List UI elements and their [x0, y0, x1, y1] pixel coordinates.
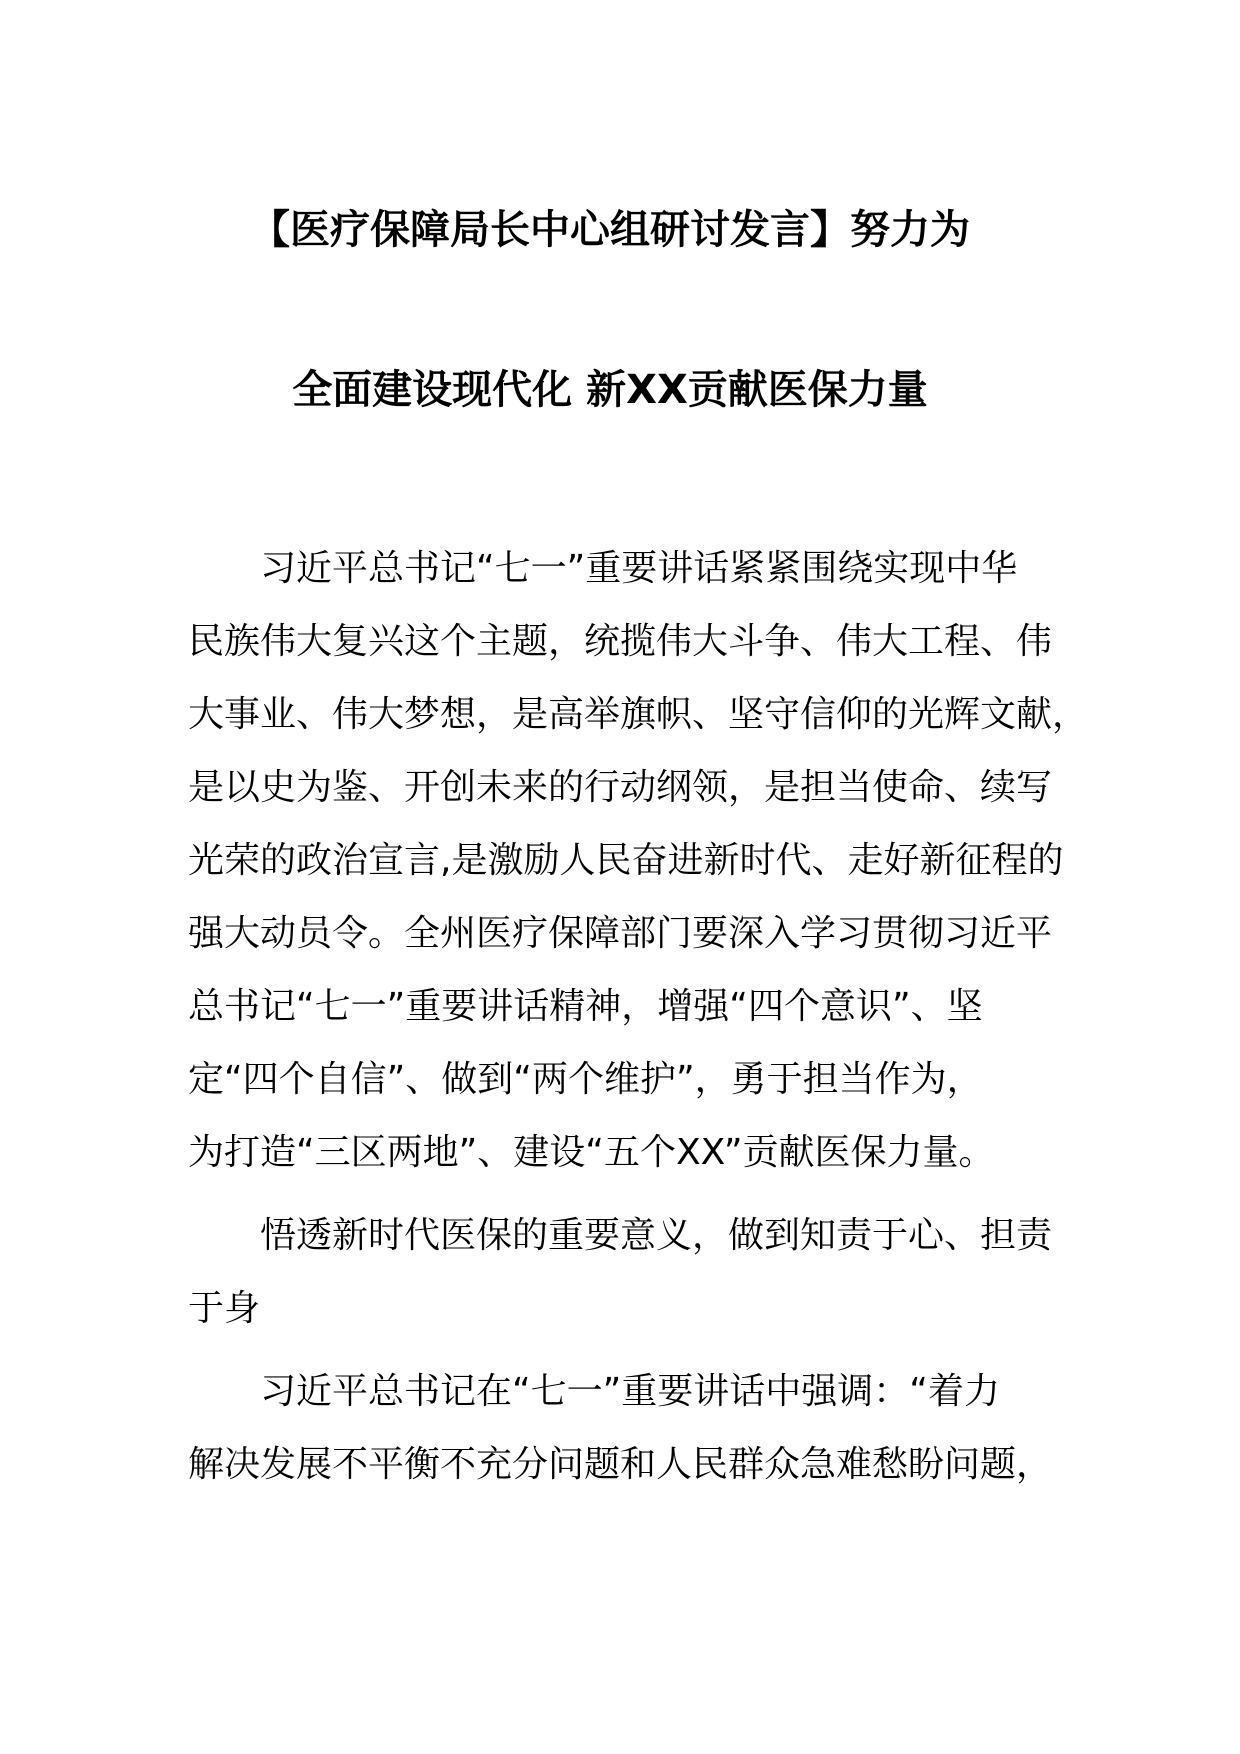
- paragraph-line: 是以史为鉴、开创未来的行动纲领，是担当使命、续写: [188, 767, 1053, 808]
- paragraph-line: 大事业、伟大梦想，是高举旗帜、坚守信仰的光辉文献，: [188, 694, 1089, 735]
- paragraph-line: 解决发展不平衡不充分问题和人民群众急难愁盼问题，: [188, 1444, 1053, 1485]
- paragraph-2: [188, 1355, 1068, 1501]
- paragraph-line: 民族伟大复兴这个主题，统揽伟大斗争、伟大工程、伟: [188, 621, 1053, 662]
- paragraph-line: 光荣的政治宣言,是激励人民奋进新时代、走好新征程的: [188, 840, 1064, 881]
- document-title-line-1: 【医疗保障局长中心组研讨发言】努力为: [250, 207, 970, 253]
- paragraph-line: 习近平总书记“七一”重要讲话紧紧围绕实现中华: [260, 548, 1018, 589]
- heading-line: 悟透新时代医保的重要意义，做到知责于心、担责: [260, 1215, 1053, 1256]
- document-title-line-2: 全面建设现代化 新XX贡献医保力量: [292, 367, 928, 413]
- paragraph-line: 为打造“三区两地”、建设“五个XX”贡献医保力量。: [188, 1132, 995, 1173]
- paragraph-line: 总书记“七一”重要讲话精神，增强“四个意识”、坚: [188, 986, 983, 1027]
- section-heading-1: [188, 1199, 1068, 1345]
- paragraph-1: [188, 532, 1089, 1189]
- paragraph-line: 强大动员令。全州医疗保障部门要深入学习贯彻习近平: [188, 913, 1053, 954]
- heading-line: 于身: [188, 1288, 261, 1329]
- paragraph-line: 定“四个自信”、做到“两个维护”，勇于担当作为，: [188, 1059, 983, 1100]
- document-body: [188, 532, 1089, 1501]
- paragraph-line: 习近平总书记在“七一”重要讲话中强调：“着力: [260, 1371, 1000, 1412]
